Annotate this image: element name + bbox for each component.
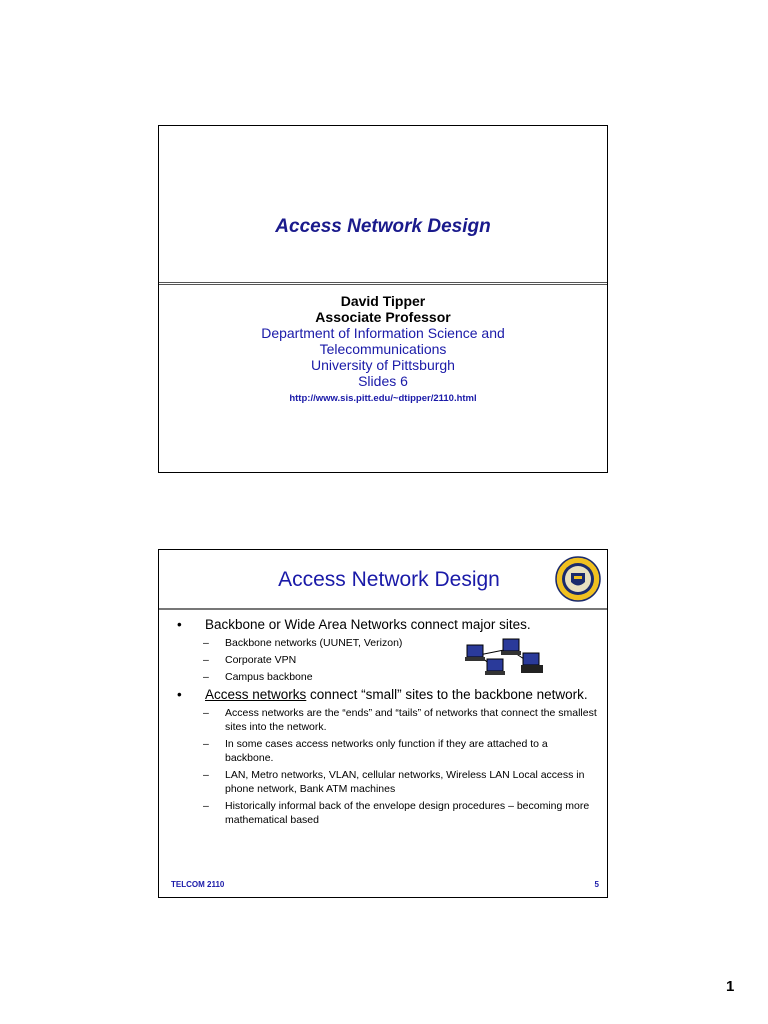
author-name: David Tipper (340, 293, 426, 309)
slide-body (175, 617, 597, 830)
title-slide (158, 125, 608, 473)
slide-title: Access Network Design (275, 216, 491, 237)
sub-bullet: – Corporate VPN (175, 653, 597, 667)
slide-number: 5 (594, 880, 599, 889)
course-url[interactable]: http://www.sis.pitt.edu/~dtipper/2110.html (289, 393, 477, 404)
sub-bullet: – In some cases access networks only function if they are attached to a backbone. (175, 737, 597, 765)
slide-footer (171, 880, 599, 889)
bullet-text: connect “small” sites to the backbone network. (306, 687, 588, 702)
bullet-access (175, 687, 597, 703)
sub-bullet: – Backbone networks (UUNET, Verizon) (175, 636, 597, 650)
sub-bullet: – Campus backbone (175, 670, 597, 684)
sub-bullet: – Historically informal back of the envelope design procedures – becoming more mathematical based (175, 799, 597, 827)
slide-title: Access Network Design (278, 568, 500, 591)
content-slide (158, 549, 608, 898)
department-line-1: Department of Information Science and (261, 325, 505, 341)
department-line-2: Telecommunications (319, 341, 447, 357)
university-name: University of Pittsburgh (311, 357, 455, 373)
title-section (159, 126, 607, 285)
university-seal-icon (555, 556, 601, 602)
author-block (159, 293, 607, 407)
course-code: TELCOM 2110 (171, 880, 225, 889)
author-role: Associate Professor (315, 309, 451, 325)
page-number: 1 (726, 978, 735, 995)
slide-header (159, 550, 607, 610)
sub-bullet: – Access networks are the “ends” and “tails” of networks that connect the smallest sites into the network. (175, 706, 597, 734)
bullet-backbone: • Backbone or Wide Area Networks connect major sites. (175, 617, 597, 633)
slides-label: Slides 6 (358, 373, 408, 389)
sub-bullet: – LAN, Metro networks, VLAN, cellular networks, Wireless LAN Local access in phone network, Bank ATM machines (175, 768, 597, 796)
underlined-term: Access networks (205, 687, 307, 702)
